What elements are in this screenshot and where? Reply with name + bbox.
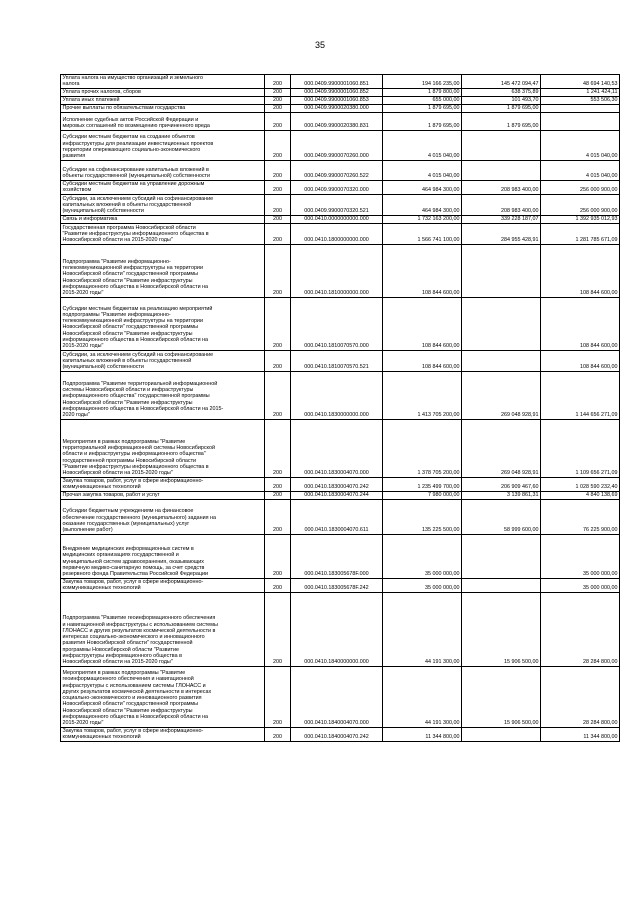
- row-approved-amount: 11 344 800,00: [383, 727, 462, 741]
- row-executed-amount: 208 983 400,00: [462, 180, 541, 194]
- row-code: 200: [265, 727, 291, 741]
- row-unexecuted-amount: 256 000 900,00: [541, 194, 620, 215]
- row-name: Субсидии, за исключением субсидий на софинансирование капитальных вложений в объекты государственной (муниципальной) собственности: [61, 350, 265, 371]
- row-name: Субсидии местным бюджетам на реализацию мероприятий подпрограммы "Развитие информационно- телекоммуникационной инфраструктуры на территории Новосибирской области" государственной программы Новосибирской области "Развитие инфраструктуры информационного общества в Новосибирской области на 2015-2020 годы": [61, 297, 265, 350]
- row-executed-amount: 15 906 500,00: [462, 666, 541, 727]
- row-executed-amount: 638 375,89: [462, 88, 541, 96]
- table-row: [61, 96, 620, 104]
- table-row: [61, 244, 620, 297]
- row-unexecuted-amount: 4 015 040,00: [541, 160, 620, 180]
- row-approved-amount: 35 000 000,00: [383, 534, 462, 578]
- row-approved-amount: 4 015 040,00: [383, 130, 462, 160]
- row-classification-code: 000.0410.1810000000.000: [291, 244, 383, 297]
- row-code: 200: [265, 96, 291, 104]
- row-unexecuted-amount: 35 000 000,00: [541, 578, 620, 592]
- row-executed-amount: 269 048 928,91: [462, 371, 541, 419]
- row-approved-amount: 1 732 163 200,00: [383, 215, 462, 223]
- row-classification-code: 000.0409.9900070320.000: [291, 180, 383, 194]
- row-approved-amount: 1 413 705 200,00: [383, 371, 462, 419]
- row-classification-code: 000.0410.0000000000.000: [291, 215, 383, 223]
- table-row: [61, 223, 620, 244]
- row-code: 200: [265, 180, 291, 194]
- row-code: 200: [265, 104, 291, 112]
- table-row: [61, 592, 620, 666]
- table-row: [61, 112, 620, 130]
- row-unexecuted-amount: 11 344 800,00: [541, 727, 620, 741]
- row-code: 200: [265, 75, 291, 89]
- row-approved-amount: 1 566 741 100,00: [383, 223, 462, 244]
- row-code: 200: [265, 88, 291, 96]
- row-classification-code: 000.0409.9900001060.851: [291, 75, 383, 89]
- table-row: [61, 350, 620, 371]
- row-unexecuted-amount: 1 109 656 271,09: [541, 419, 620, 477]
- row-approved-amount: 1 879 695,00: [383, 112, 462, 130]
- row-executed-amount: [462, 727, 541, 741]
- row-unexecuted-amount: 256 000 900,00: [541, 180, 620, 194]
- row-classification-code: 000.0410.1800000000.000: [291, 223, 383, 244]
- row-code: 200: [265, 130, 291, 160]
- row-classification-code: 000.0410.183005678F.000: [291, 534, 383, 578]
- table-row: [61, 578, 620, 592]
- row-classification-code: 000.0410.1840004070.000: [291, 666, 383, 727]
- row-name: Субсидии бюджетным учреждениям на финансовое обеспечение государственного (муниципального) задания на оказание государственных (муниципальных) услуг (выполнение работ): [61, 499, 265, 534]
- row-name: Закупка товаров, работ, услуг в сфере информационно- коммуникационных технологий: [61, 578, 265, 592]
- row-approved-amount: 108 844 600,00: [383, 350, 462, 371]
- row-classification-code: 000.0409.9900020380.831: [291, 112, 383, 130]
- row-approved-amount: 1 879 695,00: [383, 104, 462, 112]
- row-code: 200: [265, 215, 291, 223]
- row-unexecuted-amount: 28 284 800,00: [541, 666, 620, 727]
- row-executed-amount: [462, 244, 541, 297]
- row-executed-amount: [462, 534, 541, 578]
- row-code: 200: [265, 244, 291, 297]
- row-executed-amount: [462, 297, 541, 350]
- row-name: Прочая закупка товаров, работ и услуг: [61, 491, 265, 499]
- row-executed-amount: 1 879 695,00: [462, 104, 541, 112]
- table-row: [61, 666, 620, 727]
- row-code: 200: [265, 112, 291, 130]
- row-classification-code: 000.0410.1830004070.242: [291, 477, 383, 491]
- row-name: Закупка товаров, работ, услуг в сфере информационно- коммуникационных технологий: [61, 727, 265, 741]
- row-unexecuted-amount: 1 028 590 232,40: [541, 477, 620, 491]
- row-name: Связь и информатика: [61, 215, 265, 223]
- row-name: Исполнение судебных актов Российской Федерации и мировых соглашений по возмещению причиненного вреда: [61, 112, 265, 130]
- row-code: 200: [265, 534, 291, 578]
- row-approved-amount: 4 015 040,00: [383, 160, 462, 180]
- table-row: [61, 419, 620, 477]
- table-row: [61, 499, 620, 534]
- row-unexecuted-amount: 4 015 040,00: [541, 130, 620, 160]
- row-unexecuted-amount: 108 844 600,00: [541, 350, 620, 371]
- table-row: [61, 215, 620, 223]
- row-unexecuted-amount: 1 241 424,11: [541, 88, 620, 96]
- row-executed-amount: 101 493,70: [462, 96, 541, 104]
- row-executed-amount: 3 139 861,31: [462, 491, 541, 499]
- row-name: Государственная программа Новосибирской области "Развитие инфраструктуры информационного общества в Новосибирской области на 2015-2020 годы": [61, 223, 265, 244]
- row-executed-amount: 145 472 094,47: [462, 75, 541, 89]
- table-row: [61, 477, 620, 491]
- row-executed-amount: [462, 350, 541, 371]
- row-classification-code: 000.0409.9900070260.522: [291, 160, 383, 180]
- row-name: Подпрограмма "Развитие геоинформационного обеспечения и навигационной инфраструктуры с использованием системы ГЛОНАСС и других результатов космической деятельности в интересах социально-экономического и инновационного развития Новосибирской области" государственной программы Новосибирской области "Развитие инфраструктуры информационного общества в Новосибирской области на 2015-2020 годы": [61, 592, 265, 666]
- row-executed-amount: [462, 130, 541, 160]
- row-name: Уплата налога на имущество организаций и земельного налога: [61, 75, 265, 89]
- row-executed-amount: 284 955 428,91: [462, 223, 541, 244]
- row-name: Подпрограмма "Развитие территориальной информационной системы Новосибирской области и инфраструктуры информационного общества" государственной программы Новосибирской области "Развитие инфраструктуры информационного общества в Новосибирской области на 2015- 2020 годы": [61, 371, 265, 419]
- row-classification-code: 000.0409.9900020380.000: [291, 104, 383, 112]
- row-name: Прочие выплаты по обязательствам государства: [61, 104, 265, 112]
- table-row: [61, 491, 620, 499]
- table-row: [61, 130, 620, 160]
- row-name: Субсидии на софинансирование капитальных вложений в объекты государственной (муниципальной) собственности: [61, 160, 265, 180]
- row-executed-amount: 206 909 467,60: [462, 477, 541, 491]
- row-name: Уплата иных платежей: [61, 96, 265, 104]
- row-unexecuted-amount: 108 844 600,00: [541, 244, 620, 297]
- table-row: [61, 371, 620, 419]
- row-code: 200: [265, 194, 291, 215]
- row-code: 200: [265, 297, 291, 350]
- row-classification-code: 000.0409.9900001060.852: [291, 88, 383, 96]
- page-number: 35: [314, 40, 325, 50]
- row-name: Внедрение медицинских информационных систем в медицинских организациях государственной и муниципальной систем здравоохранения, оказывающих первичную медико-санитарную помощь, за счет средств резервного фонда Правительства Российской Федерации: [61, 534, 265, 578]
- row-code: 200: [265, 160, 291, 180]
- row-unexecuted-amount: 1 144 656 271,09: [541, 371, 620, 419]
- row-classification-code: 000.0410.1810070570.000: [291, 297, 383, 350]
- row-name: Закупка товаров, работ, услуг в сфере информационно- коммуникационных технологий: [61, 477, 265, 491]
- row-classification-code: 000.0410.1830004070.000: [291, 419, 383, 477]
- row-approved-amount: 108 844 600,00: [383, 297, 462, 350]
- row-classification-code: 000.0410.1810070570.521: [291, 350, 383, 371]
- row-unexecuted-amount: 1 392 935 012,93: [541, 215, 620, 223]
- row-executed-amount: [462, 578, 541, 592]
- row-classification-code: 000.0410.1830004070.611: [291, 499, 383, 534]
- row-approved-amount: 1 235 499 700,00: [383, 477, 462, 491]
- row-executed-amount: 339 228 187,07: [462, 215, 541, 223]
- row-unexecuted-amount: 108 844 600,00: [541, 297, 620, 350]
- row-code: 200: [265, 592, 291, 666]
- table-row: [61, 104, 620, 112]
- table-row: [61, 297, 620, 350]
- row-approved-amount: 108 844 600,00: [383, 244, 462, 297]
- row-executed-amount: 208 983 400,00: [462, 194, 541, 215]
- row-approved-amount: 464 984 300,00: [383, 194, 462, 215]
- row-name: Мероприятия в рамках подпрограммы "Развитие геоинформационного обеспечения и навигационной инфраструктуры с использованием системы ГЛОНАСС и других результатов космической деятельности в интересах социально-экономического и инновационного развития Новосибирской области" государственной программы Новосибирской области "Развитие инфраструктуры информационного общества в Новосибирской области на 2015-2020 годы": [61, 666, 265, 727]
- row-classification-code: 000.0410.183005678F.242: [291, 578, 383, 592]
- row-approved-amount: 1 879 800,00: [383, 88, 462, 96]
- row-classification-code: 000.0409.9900070320.521: [291, 194, 383, 215]
- row-code: 200: [265, 477, 291, 491]
- row-approved-amount: 464 984 300,00: [383, 180, 462, 194]
- row-name: Субсидии местным бюджетам на создание объектов инфраструктуры для реализации инвестиционных проектов территории опережающего социально-экономического развития: [61, 130, 265, 160]
- row-unexecuted-amount: 35 000 000,00: [541, 534, 620, 578]
- row-code: 200: [265, 350, 291, 371]
- table-row: [61, 160, 620, 180]
- row-executed-amount: 58 999 600,00: [462, 499, 541, 534]
- row-unexecuted-amount: 48 694 140,53: [541, 75, 620, 89]
- row-name: Мероприятия в рамках подпрограммы "Развитие территориальной информационной системы Новосибирской области и инфраструктуры информационного общества" государственной программы Новосибирской области "Развитие инфраструктуры информационного общества в Новосибирской области на 2015-2020 годы": [61, 419, 265, 477]
- row-approved-amount: 7 980 000,00: [383, 491, 462, 499]
- budget-table: [60, 74, 620, 742]
- row-approved-amount: 1 378 705 200,00: [383, 419, 462, 477]
- row-executed-amount: 1 879 695,00: [462, 112, 541, 130]
- row-unexecuted-amount: 553 506,30: [541, 96, 620, 104]
- table-row: [61, 727, 620, 741]
- row-approved-amount: 135 225 500,00: [383, 499, 462, 534]
- row-unexecuted-amount: 4 840 138,69: [541, 491, 620, 499]
- row-classification-code: 000.0410.1830004070.244: [291, 491, 383, 499]
- row-name: Подпрограмма "Развитие информационно- телекоммуникационной инфраструктуры на территории Новосибирской области" государственной программы Новосибирской области "Развитие инфраструктуры информационного общества в Новосибирской области на 2015-2020 годы": [61, 244, 265, 297]
- row-code: 200: [265, 666, 291, 727]
- row-unexecuted-amount: 76 225 900,00: [541, 499, 620, 534]
- table-row: [61, 75, 620, 89]
- row-executed-amount: [462, 160, 541, 180]
- row-unexecuted-amount: [541, 112, 620, 130]
- row-unexecuted-amount: [541, 104, 620, 112]
- row-classification-code: 000.0410.1830000000.000: [291, 371, 383, 419]
- row-unexecuted-amount: 28 284 800,00: [541, 592, 620, 666]
- row-name: Уплата прочих налогов, сборов: [61, 88, 265, 96]
- row-approved-amount: 44 191 300,00: [383, 592, 462, 666]
- table-row: [61, 88, 620, 96]
- row-executed-amount: 15 906 500,00: [462, 592, 541, 666]
- row-approved-amount: 194 166 235,00: [383, 75, 462, 89]
- row-code: 200: [265, 371, 291, 419]
- row-approved-amount: 35 000 000,00: [383, 578, 462, 592]
- row-classification-code: 000.0410.1840004070.242: [291, 727, 383, 741]
- table-row: [61, 194, 620, 215]
- row-code: 200: [265, 223, 291, 244]
- row-approved-amount: 44 191 300,00: [383, 666, 462, 727]
- table-row: [61, 534, 620, 578]
- row-unexecuted-amount: 1 281 785 671,09: [541, 223, 620, 244]
- row-code: 200: [265, 499, 291, 534]
- table-row: [61, 180, 620, 194]
- row-name: Субсидии местным бюджетам на управление дорожным хозяйством: [61, 180, 265, 194]
- row-approved-amount: 655 000,00: [383, 96, 462, 104]
- row-classification-code: 000.0410.1840000000.000: [291, 592, 383, 666]
- budget-table-body: [61, 75, 620, 742]
- row-code: 200: [265, 419, 291, 477]
- row-name: Субсидии, за исключением субсидий на софинансирование капитальных вложений в объекты государственной (муниципальной) собственности: [61, 194, 265, 215]
- row-code: 200: [265, 578, 291, 592]
- row-classification-code: 000.0409.9900070260.000: [291, 130, 383, 160]
- row-classification-code: 000.0409.9900001060.853: [291, 96, 383, 104]
- row-executed-amount: 269 048 928,91: [462, 419, 541, 477]
- row-code: 200: [265, 491, 291, 499]
